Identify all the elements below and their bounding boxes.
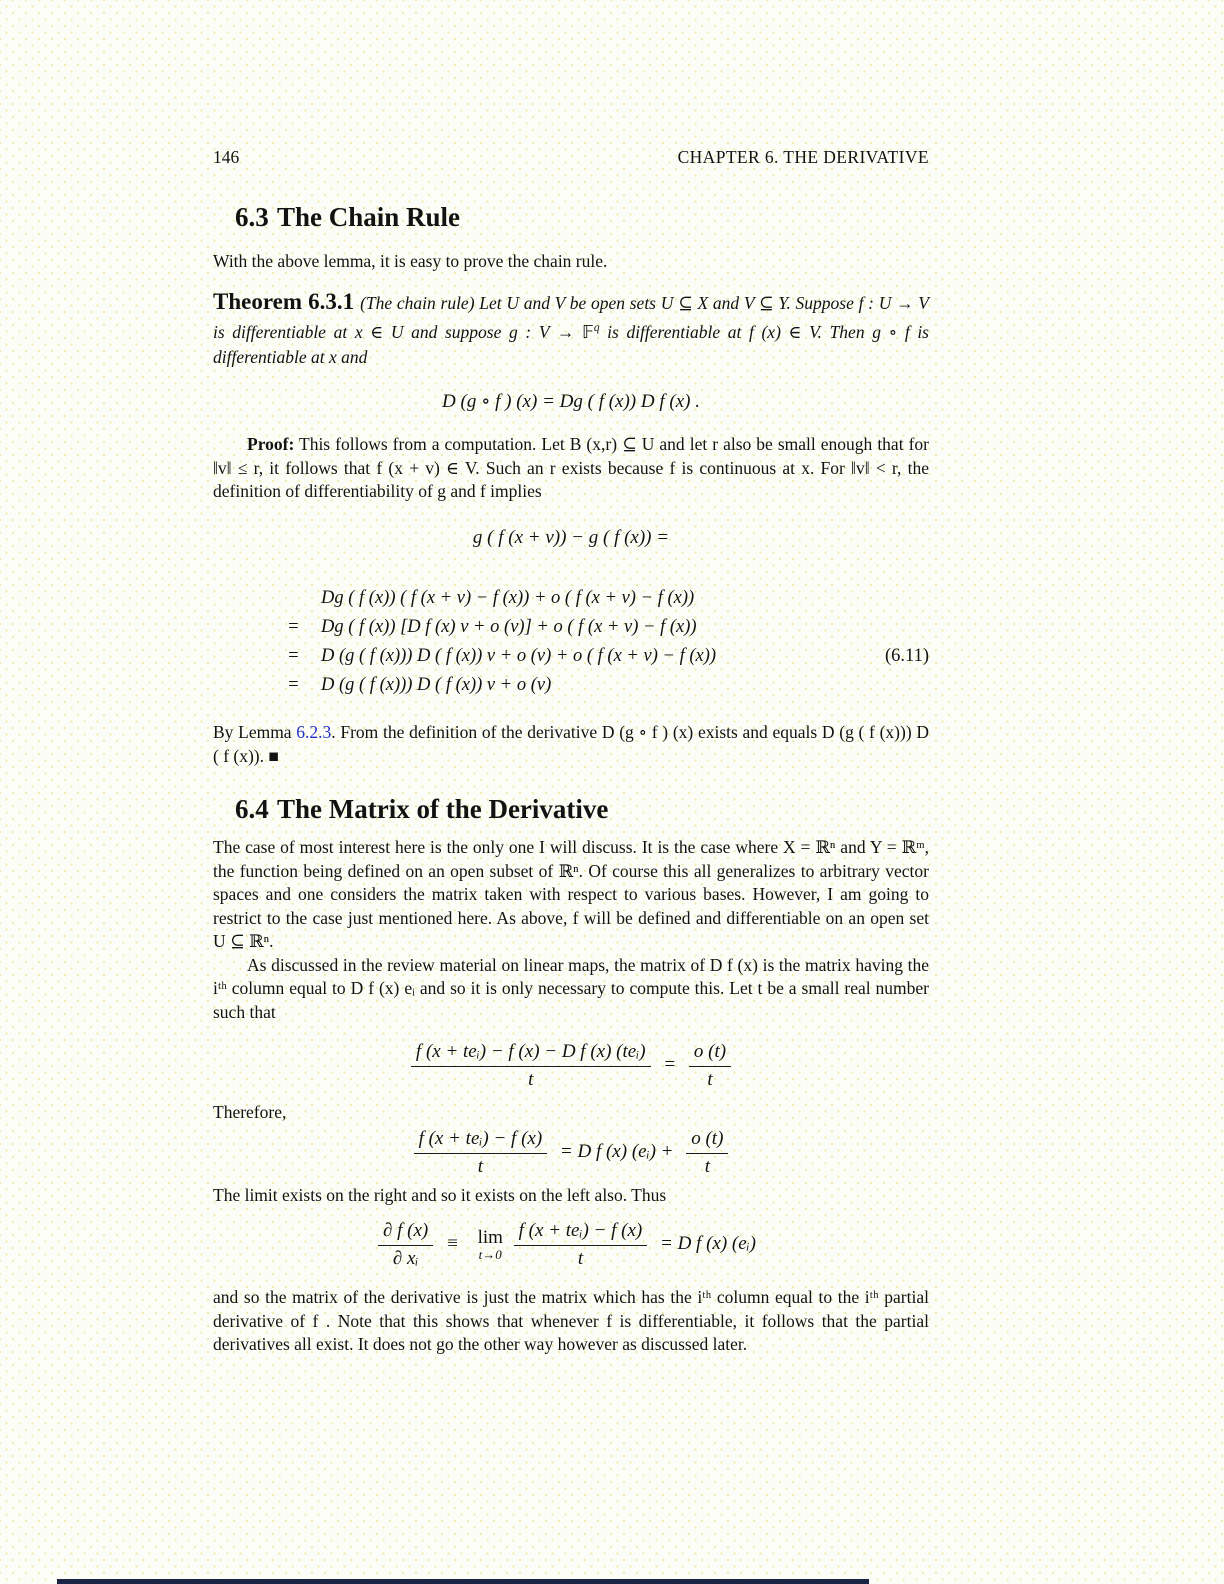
running-header — [213, 146, 929, 170]
align-expression: D (g ( f (x))) D ( f (x)) v + o (v) — [321, 675, 552, 696]
scan-artifact-bar — [57, 1579, 869, 1584]
theorem-label: Theorem 6.3.1 — [213, 289, 355, 314]
proof-body: This follows from a computation. Let B (x,r) ⊆ U and let r also be small enough that for ‖v‖ ≤ r, it follows that f (x + v) ∈ V. Such an r exists because f is continuous at x. For ‖v‖ < r, the definition of differentiability of g and f implies — [213, 434, 929, 502]
align-expression: Dg ( f (x)) [D f (x) v + o (v)] + o ( f (x + v) − f (x)) — [321, 617, 697, 638]
theorem-body-post: is differentiable at f (x) ∈ V. Then g ∘ f is differentiable at x and — [213, 321, 929, 367]
limit-text: The limit exists on the right and so it exists on the left also. Thus — [213, 1184, 667, 1205]
chapter-header: CHAPTER 6. THE DERIVATIVE — [677, 147, 929, 167]
page-number: 146 — [213, 147, 240, 167]
partial-fraction — [378, 1219, 433, 1270]
conclusion-paragraph — [213, 721, 929, 768]
matrix-paragraph-2: As discussed in the review material on linear maps, the matrix of D f (x) is the matrix having the iᵗʰ column equal to D f (x) eᵢ and so it is only necessary to compute this. Let t be a small real number such that — [213, 954, 929, 1022]
lim-label: lim — [477, 1227, 503, 1249]
quotient-derivative-equation — [213, 1127, 929, 1178]
section-6-4-heading — [213, 792, 929, 826]
align-row-4 — [213, 674, 929, 703]
fraction-denominator: t — [704, 1155, 710, 1177]
align-row-3 — [213, 645, 929, 674]
section-6-3-title: The Chain Rule — [277, 201, 461, 232]
conclusion-pre: By Lemma — [213, 722, 297, 743]
partial-derivative-equation — [213, 1219, 929, 1270]
proof-label: Proof: — [247, 434, 295, 455]
fraction-denominator: t — [477, 1155, 483, 1177]
aligned-equations — [213, 587, 929, 703]
difference-fraction — [514, 1219, 648, 1270]
section-6-4-title: The Matrix of the Derivative — [277, 794, 609, 825]
fraction-numerator: ∂ f (x) — [378, 1219, 433, 1246]
fraction-numerator: f (x + teᵢ) − f (x) − D f (x) (teᵢ) — [411, 1040, 651, 1067]
align-row-2 — [213, 616, 929, 645]
section-6-3-heading — [213, 200, 929, 234]
equivalence-sign: ≡ — [445, 1233, 459, 1255]
lemma-link[interactable]: 6.2.3 — [296, 722, 332, 743]
fraction-right — [689, 1040, 731, 1091]
proof-paragraph — [213, 433, 929, 504]
fraction-right — [686, 1127, 728, 1178]
align-row-1 — [213, 587, 929, 616]
fraction-denominator: ∂ xᵢ — [392, 1248, 419, 1270]
equals-sign: = — [287, 617, 300, 638]
fraction-left — [414, 1127, 548, 1178]
therefore-text: Therefore, — [213, 1102, 287, 1123]
rhs-text: = D f (x) (eᵢ) — [660, 1233, 757, 1255]
equals-sign: = — [663, 1054, 677, 1076]
fraction-denominator: t — [577, 1248, 584, 1270]
fraction-left — [411, 1040, 651, 1091]
chain-rule-equation: D (g ∘ f ) (x) = Dg ( f (x)) D f (x) . — [442, 390, 700, 412]
align-expression: D (g ( f (x))) D ( f (x)) v + o (v) + o ( f (x + v) − f (x)) — [321, 646, 717, 667]
difference-quotient-equation — [213, 1040, 929, 1091]
section-6-3-number: 6.3 — [235, 201, 269, 232]
fraction-numerator: f (x + teᵢ) − f (x) — [514, 1219, 648, 1246]
matrix-paragraph-1: The case of most interest here is the only one I will discuss. It is the case where X = ℝⁿ and Y = ℝᵐ, the function being defined on an open subset of ℝⁿ. Of course this all generalizes to arbitrary vector spaces and one considers the matrix taken with respect to various bases. However, I am going to restrict to the case just mentioned here. As above, f will be defined and differentiable on an open set U ⊆ ℝⁿ. — [213, 837, 929, 952]
closing-paragraph: and so the matrix of the derivative is just the matrix which has the iᵗʰ column equal to the iᵗʰ partial derivative of f . Note that this shows that whenever f is differentiable, it follows that the partial derivatives all exist. It does not go the other way however as discussed later. — [213, 1287, 929, 1355]
fraction-denominator: t — [707, 1069, 713, 1091]
fraction-numerator: o (t) — [686, 1127, 728, 1154]
equals-sign: = — [287, 675, 300, 696]
theorem-paragraph — [213, 289, 929, 370]
fraction-denominator: t — [528, 1069, 534, 1091]
section-6-4-number: 6.4 — [235, 794, 269, 825]
fraction-numerator: o (t) — [689, 1040, 731, 1067]
field-exponent: q — [593, 322, 600, 334]
relation-text: = D f (x) (eᵢ) + — [559, 1140, 674, 1162]
intro-paragraph: With the above lemma, it is easy to prove the chain rule. — [213, 250, 608, 271]
page-content — [213, 146, 929, 1357]
theorem-body-pre: (The chain rule) Let U and V be open sets U ⊆ X and V ⊆ Y. Suppose f : U → V is differentiable at x ∈ U and suppose g : V → 𝔽 — [213, 293, 929, 342]
expansion-equation: g ( f (x + v)) − g ( f (x)) = — [472, 526, 670, 548]
equation-number-6-11: (6.11) — [884, 646, 929, 667]
lim-operator — [472, 1228, 509, 1261]
fraction-numerator: f (x + teᵢ) − f (x) — [414, 1127, 548, 1154]
equals-sign: = — [287, 646, 300, 667]
align-expression: Dg ( f (x)) ( f (x + v) − f (x)) + o ( f (x + v) − f (x)) — [321, 588, 695, 609]
conclusion-post: . From the definition of the derivative D (g ∘ f ) (x) exists and equals D (g ( f (x))) D ( f (x)). ■ — [213, 722, 929, 766]
lim-subscript: t→0 — [478, 1247, 502, 1263]
